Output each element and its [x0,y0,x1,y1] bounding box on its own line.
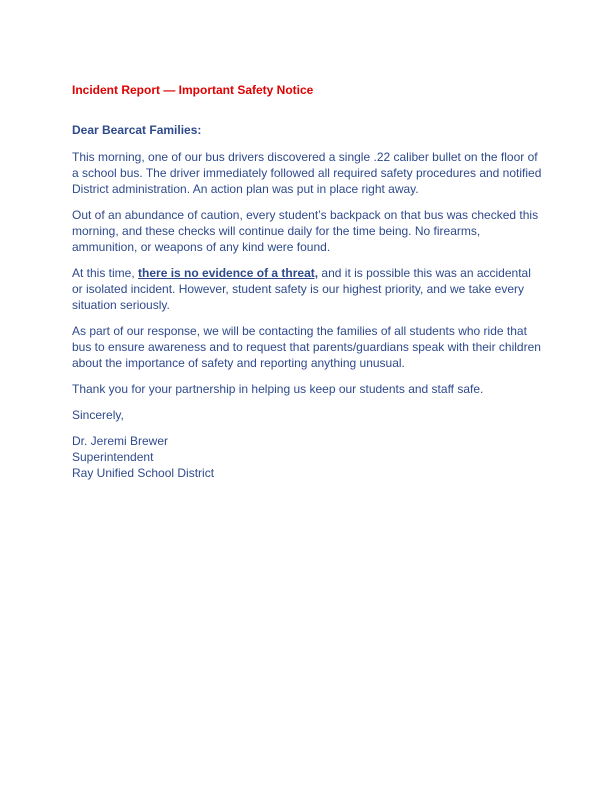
closing: Sincerely, [72,408,124,422]
paragraph-response: As part of our response, we will be contacting the families of all students who ride that bus to ensure awareness and to request that parents/guardians speak with their children about the importance of safety and reporting anything unusual. [72,324,541,370]
paragraph-no-threat-prefix: At this time, [72,266,139,280]
paragraph-no-threat-suffix: and it is possible this was an accidental or isolated incident. However, student safety is our highest priority, and we take every situation seriously. [72,266,531,312]
document-title: Incident Report — Important Safety Notice [72,83,314,97]
no-threat-emphasis: there is no evidence of a threat, [138,266,319,280]
greeting: Dear Bearcat Families: [72,123,202,137]
paragraph-backpack-check: Out of an abundance of caution, every student’s backpack on that bus was checked this morning, and these checks will continue daily for the time being. No firearms, ammunition, or weapons of any kind were found. [72,208,539,254]
signature-organization: Ray Unified School District [72,466,215,480]
paragraph-discovery: This morning, one of our bus drivers discovered a single .22 caliber bullet on the floor of a school bus. The driver immediately followed all required safety procedures and notified District administration. An action plan was put in place right away. [72,150,542,196]
signature-role: Superintendent [72,450,154,464]
thanks-line: Thank you for your partnership in helping us keep our students and staff safe. [72,382,484,396]
paragraph-no-threat [72,265,542,313]
letter [72,82,542,481]
signature-name: Dr. Jeremi Brewer [72,434,169,448]
signature-block [72,433,542,481]
